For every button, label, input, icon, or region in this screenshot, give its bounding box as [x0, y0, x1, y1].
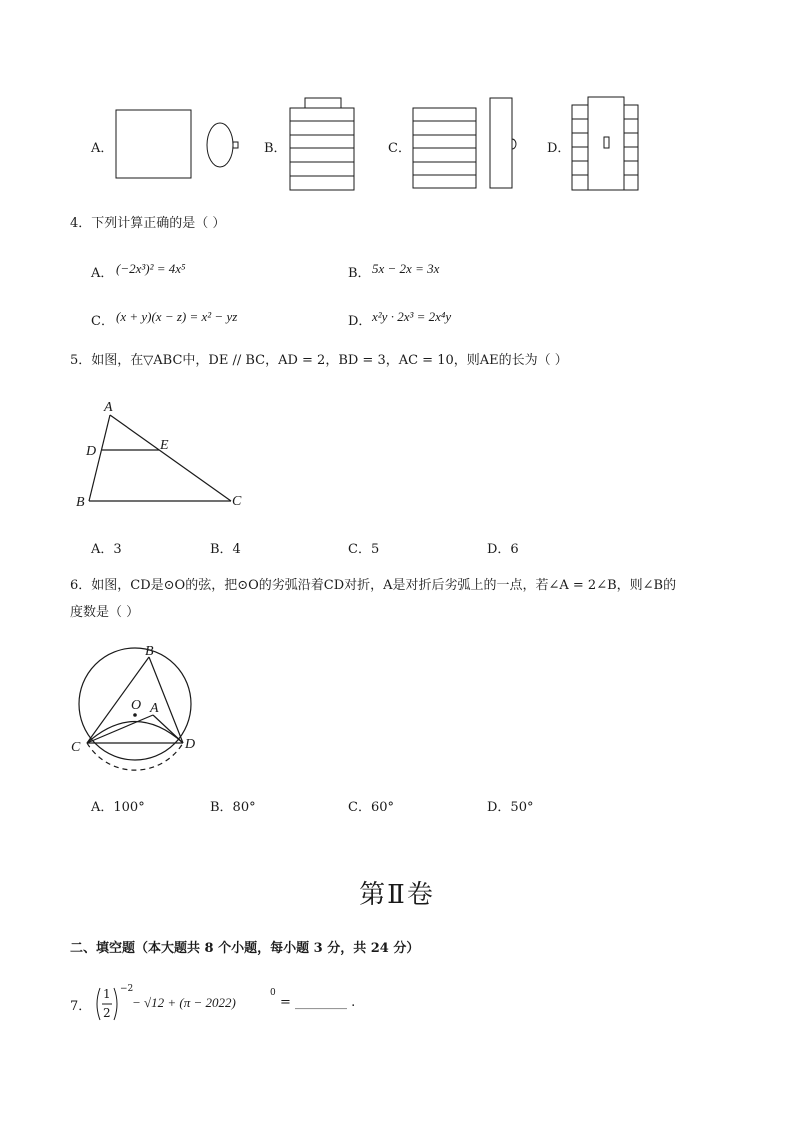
- q4-option-c: (x + y)(x − z) = x² − yz: [116, 309, 238, 324]
- q4-option-a-label: A．: [91, 266, 114, 281]
- q3-c-side: [490, 98, 512, 188]
- q3-option-b-figure: [285, 92, 365, 197]
- q6-circle-figure: [65, 640, 215, 780]
- q3-option-c-figure: [408, 92, 528, 197]
- q5-triangle-figure: [70, 393, 255, 513]
- q7-answer-blank[interactable]: = ________ .: [280, 995, 356, 1010]
- q4-stem: 4．下列计算正确的是（ ）: [70, 216, 226, 231]
- q3-a-ellipse: [207, 123, 233, 167]
- q6-option-b: B．80°: [210, 800, 256, 815]
- q6-option-c: C．60°: [348, 800, 394, 815]
- q5-option-d: D．6: [487, 542, 519, 557]
- q4-option-d-label: D．: [348, 314, 372, 329]
- q6-label-a: A: [150, 701, 159, 716]
- q5-label-c: C: [232, 494, 242, 509]
- q6-center-dot: [133, 713, 137, 717]
- q6-option-a: A．100°: [91, 800, 145, 815]
- q5-label-b: B: [76, 495, 85, 510]
- q3-b-body: [290, 108, 354, 190]
- q3-option-a-label: A．: [91, 141, 114, 156]
- q4-option-d: x²y · 2x³ = 2x⁴y: [372, 309, 452, 324]
- q4-option-b: 5x − 2x = 3x: [372, 261, 440, 276]
- q6-stem-line2: 度数是（ ）: [70, 605, 140, 620]
- q6-segment-ad: [153, 715, 183, 743]
- q3-option-d-label: D．: [547, 141, 571, 156]
- q6-label-c: C: [71, 740, 81, 755]
- q4-option-a: (−2x³)² = 4x⁵: [116, 261, 186, 276]
- q7-frac-numerator: 1: [103, 987, 111, 1001]
- q7-middle: − √12 + (π − 2022): [132, 995, 236, 1010]
- section-title: 第Ⅱ卷: [359, 880, 435, 910]
- q7-frac-denominator: 2: [103, 1006, 111, 1020]
- q7-number: 7．: [70, 999, 92, 1014]
- section-heading: 二、填空题（本大题共 8 个小题，每小题 3 分，共 24 分）: [70, 941, 420, 956]
- q6-folded-arc: [87, 722, 183, 744]
- q7-exponent-2: 0: [270, 988, 276, 998]
- q5-option-c: C．5: [348, 542, 380, 557]
- q5-side-ac: [110, 415, 231, 501]
- q3-option-a-figure: [110, 100, 250, 190]
- q3-a-rectangle: [116, 110, 191, 178]
- q5-option-a: A．3: [91, 542, 122, 557]
- q3-option-c-label: C．: [388, 141, 411, 156]
- q6-stem-line1: 6．如图，CD是⊙O的弦，把⊙O的劣弧沿着CD对折，A是对折后劣弧上的一点，若∠A = 2∠B，则∠B的: [70, 578, 677, 593]
- q3-d-knob: [604, 137, 609, 148]
- q5-option-b: B．4: [210, 542, 241, 557]
- q6-label-b: B: [145, 644, 154, 659]
- q6-option-d: D．50°: [487, 800, 534, 815]
- q6-label-o: O: [131, 698, 142, 713]
- q3-d-center: [588, 97, 624, 190]
- q6-minor-arc-dashed: [87, 743, 183, 770]
- q4-option-b-label: B．: [348, 266, 371, 281]
- q5-stem: 5．如图，在▽ABC中，DE // BC，AD = 2，BD = 3，AC = 10，则AE的长为（ ）: [70, 353, 568, 368]
- q3-a-small-square: [233, 142, 238, 148]
- q4-option-c-label: C．: [91, 314, 114, 329]
- q3-c-side-knob: [512, 139, 516, 149]
- q7-exponent-1: −2: [120, 984, 134, 994]
- q3-option-d-figure: [567, 92, 647, 197]
- q5-label-e: E: [160, 438, 169, 453]
- q3-b-cap: [305, 98, 341, 108]
- q6-label-d: D: [185, 737, 196, 752]
- q5-label-d: D: [86, 444, 97, 459]
- q3-option-b-label: B．: [264, 141, 287, 156]
- q5-label-a: A: [104, 400, 113, 415]
